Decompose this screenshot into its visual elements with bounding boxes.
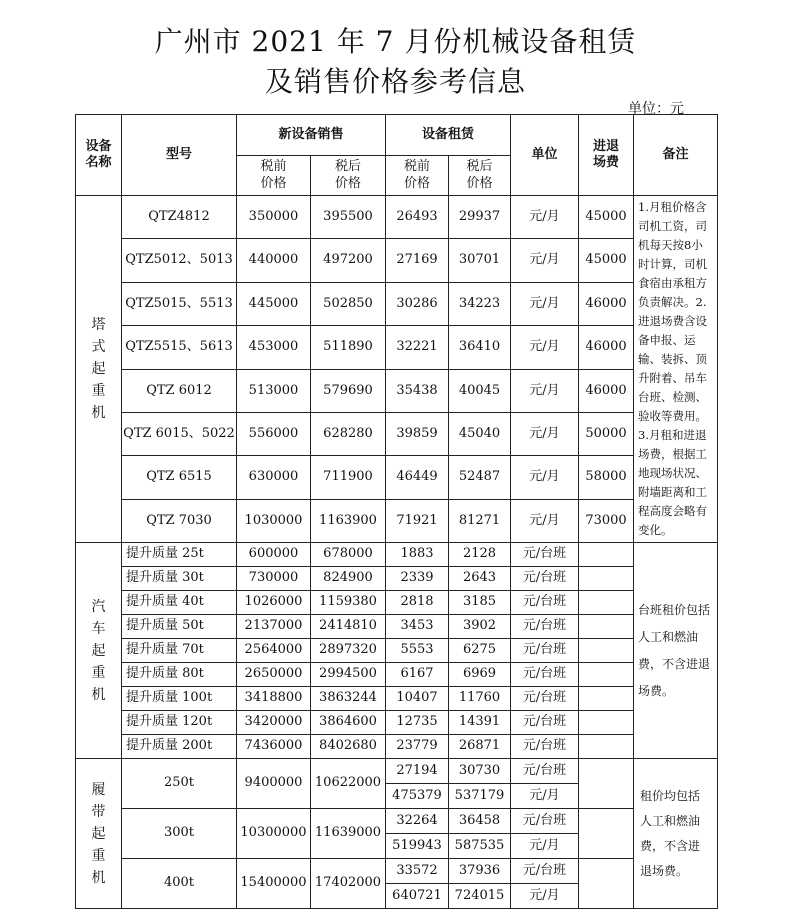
entry-exit-fee-cell: 58000	[579, 456, 634, 499]
unit-cell: 元/台班	[511, 567, 579, 591]
table-row	[76, 809, 718, 834]
sale-aftertax-cell: 10622000	[311, 759, 386, 809]
section-label-char: 起	[91, 825, 106, 842]
entry-exit-fee-cell: 73000	[579, 499, 634, 542]
rent-pretax-cell: 32264	[386, 809, 449, 834]
table-row	[76, 543, 718, 567]
entry-exit-fee-cell	[579, 735, 634, 759]
table-row	[76, 369, 718, 412]
price-table	[75, 114, 718, 909]
rent-aftertax-cell: 537179	[449, 784, 511, 809]
sale-aftertax-cell: 3863244	[311, 687, 386, 711]
rent-aftertax-cell: 6969	[449, 663, 511, 687]
sale-pretax-cell: 453000	[237, 326, 311, 369]
entry-exit-fee-cell	[579, 543, 634, 567]
entry-exit-fee-cell	[579, 663, 634, 687]
entry-exit-fee-cell	[579, 591, 634, 615]
header-device-name: 设备 名称	[76, 115, 122, 196]
sale-pretax-cell: 15400000	[237, 859, 311, 909]
section-label-char: 车	[91, 620, 106, 637]
rent-aftertax-cell: 11760	[449, 687, 511, 711]
rent-aftertax-cell: 3902	[449, 615, 511, 639]
table-row	[76, 735, 718, 759]
rent-pretax-cell: 1883	[386, 543, 449, 567]
rent-aftertax-cell: 26871	[449, 735, 511, 759]
entry-exit-fee-cell	[579, 711, 634, 735]
unit-cell: 元/台班	[511, 735, 579, 759]
sale-aftertax-cell: 678000	[311, 543, 386, 567]
model-cell: 250t	[122, 759, 237, 809]
model-cell: 400t	[122, 859, 237, 909]
rent-pretax-cell: 5553	[386, 639, 449, 663]
header-new-sales: 新设备销售	[237, 115, 386, 156]
rent-pretax-cell: 46449	[386, 456, 449, 499]
rent-aftertax-cell: 45040	[449, 412, 511, 455]
unit-cell: 元/月	[511, 499, 579, 542]
sale-aftertax-cell: 628280	[311, 412, 386, 455]
sale-aftertax-cell: 8402680	[311, 735, 386, 759]
unit-cell: 元/月	[511, 326, 579, 369]
sale-pretax-cell: 445000	[237, 282, 311, 325]
rent-pretax-cell: 33572	[386, 859, 449, 884]
table-row	[76, 759, 718, 784]
rent-aftertax-cell: 29937	[449, 196, 511, 239]
sale-pretax-cell: 630000	[237, 456, 311, 499]
unit-cell: 元/台班	[511, 591, 579, 615]
rent-aftertax-cell: 6275	[449, 639, 511, 663]
sale-pretax-cell: 1030000	[237, 499, 311, 542]
entry-exit-fee-cell	[579, 639, 634, 663]
table-row	[76, 499, 718, 542]
table-row	[76, 326, 718, 369]
section-label-char: 重	[91, 664, 106, 681]
entry-exit-fee-cell	[579, 567, 634, 591]
section-label-char: 起	[91, 361, 106, 377]
model-cell: 300t	[122, 809, 237, 859]
rent-aftertax-cell: 3185	[449, 591, 511, 615]
entry-exit-fee-cell: 46000	[579, 369, 634, 412]
section-label-char: 塔	[91, 317, 106, 333]
header-model: 型号	[122, 115, 237, 196]
page-title: 广州市 2021 年 7 月份机械设备租赁	[154, 25, 637, 58]
rent-pretax-cell: 6167	[386, 663, 449, 687]
table-row	[76, 663, 718, 687]
unit-cell: 元/月	[511, 196, 579, 239]
rent-pretax-cell: 475379	[386, 784, 449, 809]
rent-aftertax-cell: 724015	[449, 884, 511, 909]
sale-pretax-cell: 513000	[237, 369, 311, 412]
sale-aftertax-cell: 17402000	[311, 859, 386, 909]
section-label-char: 汽	[91, 598, 106, 615]
table-row	[76, 615, 718, 639]
model-cell: QTZ 6515	[122, 456, 237, 499]
unit-cell: 元/月	[511, 239, 579, 282]
model-cell: QTZ5015、5513	[122, 282, 237, 325]
sale-pretax-cell: 2564000	[237, 639, 311, 663]
table-row	[76, 639, 718, 663]
unit-cell: 元/月	[511, 369, 579, 412]
rent-pretax-cell: 27169	[386, 239, 449, 282]
header-entry-exit-fee: 进退 场费	[579, 115, 634, 196]
rent-pretax-cell: 640721	[386, 884, 449, 909]
sale-aftertax-cell: 2897320	[311, 639, 386, 663]
entry-exit-fee-cell: 46000	[579, 282, 634, 325]
section-label-char: 机	[91, 405, 106, 421]
unit-cell: 元/台班	[511, 543, 579, 567]
model-cell: 提升质量 25t	[122, 543, 237, 567]
section-label-char: 履	[91, 781, 106, 798]
header-sale-aftertax: 税后 价格	[311, 156, 386, 196]
sale-aftertax-cell: 395500	[311, 196, 386, 239]
sale-pretax-cell: 3418800	[237, 687, 311, 711]
rent-aftertax-cell: 587535	[449, 834, 511, 859]
rent-aftertax-cell: 40045	[449, 369, 511, 412]
rent-aftertax-cell: 30730	[449, 759, 511, 784]
header-rent-pretax: 税前 价格	[386, 156, 449, 196]
table-row	[76, 687, 718, 711]
table-row	[76, 591, 718, 615]
table-row	[76, 456, 718, 499]
sale-pretax-cell: 2137000	[237, 615, 311, 639]
unit-cell: 元/台班	[511, 663, 579, 687]
sale-pretax-cell: 730000	[237, 567, 311, 591]
model-cell: 提升质量 70t	[122, 639, 237, 663]
model-cell: QTZ 7030	[122, 499, 237, 542]
header-sale-pretax: 税前 价格	[237, 156, 311, 196]
entry-exit-fee-cell: 50000	[579, 412, 634, 455]
rent-aftertax-cell: 36458	[449, 809, 511, 834]
rent-pretax-cell: 71921	[386, 499, 449, 542]
model-cell: QTZ 6012	[122, 369, 237, 412]
crawler-remark: 租价均包括人工和燃油费，不含进退场费。	[634, 759, 718, 909]
model-cell: 提升质量 200t	[122, 735, 237, 759]
rent-aftertax-cell: 37936	[449, 859, 511, 884]
header-unit: 单位	[511, 115, 579, 196]
sale-aftertax-cell: 711900	[311, 456, 386, 499]
model-cell: 提升质量 80t	[122, 663, 237, 687]
header-rental: 设备租赁	[386, 115, 511, 156]
section-label-char: 重	[91, 383, 106, 399]
sale-aftertax-cell: 502850	[311, 282, 386, 325]
rent-aftertax-cell: 2128	[449, 543, 511, 567]
unit-cell: 元/月	[511, 884, 579, 909]
rent-pretax-cell: 26493	[386, 196, 449, 239]
model-cell: QTZ4812	[122, 196, 237, 239]
entry-exit-fee-cell: 45000	[579, 196, 634, 239]
model-cell: 提升质量 40t	[122, 591, 237, 615]
table-row	[76, 567, 718, 591]
page-subtitle: 及销售价格参考信息	[264, 65, 526, 98]
unit-cell: 元/台班	[511, 859, 579, 884]
rent-pretax-cell: 39859	[386, 412, 449, 455]
rent-aftertax-cell: 81271	[449, 499, 511, 542]
truck-section-label	[76, 543, 122, 759]
unit-cell: 元/月	[511, 456, 579, 499]
header-rent-aftertax: 税后 价格	[449, 156, 511, 196]
sale-aftertax-cell: 2994500	[311, 663, 386, 687]
rent-pretax-cell: 2339	[386, 567, 449, 591]
unit-cell: 元/台班	[511, 615, 579, 639]
model-cell: 提升质量 120t	[122, 711, 237, 735]
model-cell: QTZ 6015、5022	[122, 412, 237, 455]
model-cell: 提升质量 30t	[122, 567, 237, 591]
rent-aftertax-cell: 52487	[449, 456, 511, 499]
rent-pretax-cell: 3453	[386, 615, 449, 639]
model-cell: QTZ5012、5013	[122, 239, 237, 282]
sale-pretax-cell: 600000	[237, 543, 311, 567]
table-row	[76, 282, 718, 325]
section-label-char: 起	[91, 642, 106, 659]
sale-pretax-cell: 440000	[237, 239, 311, 282]
entry-exit-fee-cell: 46000	[579, 326, 634, 369]
section-label-char: 机	[91, 869, 106, 886]
sale-aftertax-cell: 2414810	[311, 615, 386, 639]
sale-aftertax-cell: 1159380	[311, 591, 386, 615]
sale-pretax-cell: 2650000	[237, 663, 311, 687]
rent-pretax-cell: 12735	[386, 711, 449, 735]
sale-pretax-cell: 1026000	[237, 591, 311, 615]
sale-aftertax-cell: 579690	[311, 369, 386, 412]
table-row	[76, 711, 718, 735]
unit-cell: 元/台班	[511, 687, 579, 711]
sale-aftertax-cell: 511890	[311, 326, 386, 369]
sale-pretax-cell: 556000	[237, 412, 311, 455]
section-label-char: 机	[91, 686, 106, 703]
unit-cell: 元/月	[511, 784, 579, 809]
rent-aftertax-cell: 34223	[449, 282, 511, 325]
sale-aftertax-cell: 11639000	[311, 809, 386, 859]
sale-pretax-cell: 3420000	[237, 711, 311, 735]
rent-aftertax-cell: 2643	[449, 567, 511, 591]
tower-remark: 1.月租价格含司机工资，司机每天按8小时计算，司机食宿由承租方负责解决。2.进退场费含设备申报、运输、装拆、顶升附着、吊车台班、检测、验收等费用。3.月租和进退场费，根据工地现场状况、附墙距离和工程高度会略有变化。	[634, 196, 718, 543]
sale-pretax-cell: 10300000	[237, 809, 311, 859]
entry-exit-fee-cell	[579, 759, 634, 809]
rent-pretax-cell: 519943	[386, 834, 449, 859]
unit-label: 单位：元	[628, 101, 684, 117]
rent-aftertax-cell: 14391	[449, 711, 511, 735]
model-cell: QTZ5515、5613	[122, 326, 237, 369]
section-label-char: 重	[91, 847, 106, 864]
rent-aftertax-cell: 36410	[449, 326, 511, 369]
header-remark: 备注	[634, 115, 718, 196]
rent-pretax-cell: 23779	[386, 735, 449, 759]
tower-section-label	[76, 196, 122, 543]
entry-exit-fee-cell: 45000	[579, 239, 634, 282]
section-label-char: 带	[91, 803, 106, 820]
rent-pretax-cell: 27194	[386, 759, 449, 784]
sale-pretax-cell: 9400000	[237, 759, 311, 809]
unit-cell: 元/月	[511, 282, 579, 325]
section-label-char: 式	[91, 339, 106, 355]
entry-exit-fee-cell	[579, 687, 634, 711]
unit-cell: 元/月	[511, 412, 579, 455]
rent-pretax-cell: 2818	[386, 591, 449, 615]
rent-pretax-cell: 32221	[386, 326, 449, 369]
model-cell: 提升质量 100t	[122, 687, 237, 711]
model-cell: 提升质量 50t	[122, 615, 237, 639]
unit-cell: 元/台班	[511, 711, 579, 735]
unit-cell: 元/台班	[511, 639, 579, 663]
rent-pretax-cell: 10407	[386, 687, 449, 711]
table-row	[76, 239, 718, 282]
rent-pretax-cell: 30286	[386, 282, 449, 325]
unit-cell: 元/月	[511, 834, 579, 859]
entry-exit-fee-cell	[579, 859, 634, 909]
entry-exit-fee-cell	[579, 615, 634, 639]
sale-aftertax-cell: 3864600	[311, 711, 386, 735]
sale-aftertax-cell: 824900	[311, 567, 386, 591]
sale-pretax-cell: 7436000	[237, 735, 311, 759]
table-row	[76, 196, 718, 239]
truck-remark: 台班租价包括人工和燃油费，不含进退场费。	[634, 543, 718, 759]
crawler-section-label	[76, 759, 122, 909]
sale-aftertax-cell: 1163900	[311, 499, 386, 542]
sale-aftertax-cell: 497200	[311, 239, 386, 282]
unit-cell: 元/台班	[511, 759, 579, 784]
rent-aftertax-cell: 30701	[449, 239, 511, 282]
entry-exit-fee-cell	[579, 809, 634, 859]
rent-pretax-cell: 35438	[386, 369, 449, 412]
table-row	[76, 859, 718, 884]
table-row	[76, 412, 718, 455]
unit-cell: 元/台班	[511, 809, 579, 834]
sale-pretax-cell: 350000	[237, 196, 311, 239]
